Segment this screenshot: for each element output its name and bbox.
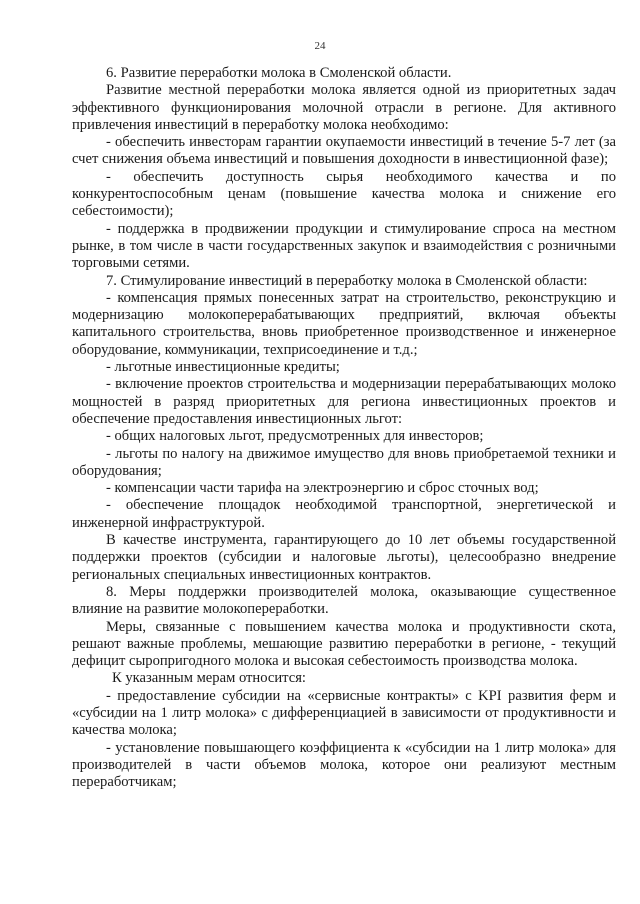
list-item: - включение проектов строительства и модернизации перерабатывающих молоко мощностей в разряд приоритетных для региона инвестиционных проектов и обеспечение предоставления инвестиционных льгот: — [72, 376, 616, 427]
list-item: - обеспечение площадок необходимой транспортной, энергетической и инженерной инфраструктурой. — [72, 497, 616, 531]
list-item: - предоставление субсидии на «сервисные контракты» с KPI развития ферм и «субсидии на 1 литр молока» с дифференциацией в зависимости от продуктивности и качества молока; — [72, 687, 616, 739]
list-item: - общих налоговых льгот, предусмотренных для инвесторов; — [106, 428, 484, 445]
list-item: - компенсация прямых понесенных затрат на строительство, реконструкцию и модернизацию молокоперерабатывающих предприятий, включая объекты капитального строительства, вновь приобретенное производственное и инженерное оборудование, коммуникации, техприсоединение и т.д.; — [72, 289, 616, 358]
section-heading-8: 8. Меры поддержки производителей молока, оказывающие существенное влияние на развитие молокопереработки. — [72, 583, 616, 618]
paragraph: В качестве инструмента, гарантирующего до 10 лет объемы государственной поддержки проектов (субсидии и налоговые льготы), целесообразно внедрение региональных специальных инвестиционных контрактов. — [72, 532, 616, 583]
list-item: - поддержка в продвижении продукции и стимулирование спроса на местном рынке, в том числе в части государственных закупок и взаимодействия с розничными торговыми сетями. — [72, 220, 616, 272]
list-item: - льготные инвестиционные кредиты; — [106, 359, 340, 376]
list-item: - льготы по налогу на движимое имущество для вновь приобретаемой техники и оборудования; — [72, 445, 616, 479]
list-item: - компенсации части тарифа на электроэнергию и сброс сточных вод; — [106, 480, 539, 497]
list-item: - обеспечить доступность сырья необходимого качества и по конкурентоспособным ценам (повышение качества молока и снижение его себестоимости); — [72, 168, 616, 220]
section-heading-6: 6. Развитие переработки молока в Смоленской области. — [106, 65, 452, 81]
paragraph: Развитие местной переработки молока является одной из приоритетных задач эффективного функционирования молочной отрасли в регионе. Для активного привлечения инвестиций в переработку молока необходимо: — [72, 82, 616, 133]
paragraph: К указанным мерам относится: — [112, 670, 306, 687]
page-number: 24 — [314, 40, 326, 52]
list-item: - установление повышающего коэффициента к «субсидии на 1 литр молока» для производителей в части объемов молока, которое они реализуют местным переработчикам; — [72, 739, 616, 791]
document-body — [72, 65, 616, 791]
list-item: - обеспечить инвесторам гарантии окупаемости инвестиций в течение 5-7 лет (за счет снижения объема инвестиций и повышения доходности в инвестиционной фазе); — [72, 134, 616, 168]
section-heading-7: 7. Стимулирование инвестиций в переработку молока в Смоленской области: — [106, 272, 588, 289]
paragraph: Меры, связанные с повышением качества молока и продуктивности скота, решают важные проблемы, мешающие развитию переработки в регионе, - текущий дефицит сыропригодного молока и высокая себестоимость производства молока. — [72, 618, 616, 670]
